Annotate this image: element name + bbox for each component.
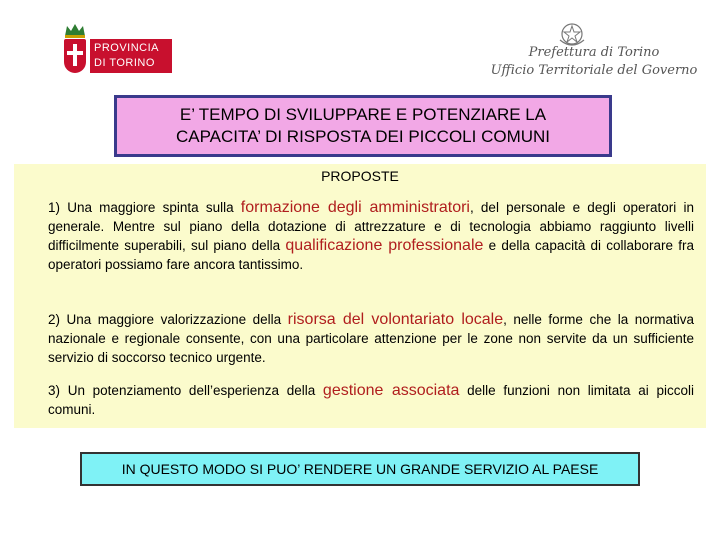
title-line2: CAPACITA’ DI RISPOSTA DEI PICCOLI COMUNI [175,127,551,146]
proposals-heading: PROPOSTE [321,168,399,184]
cross-shield-icon [64,39,86,73]
title-box [114,95,612,157]
prefettura-line2: Ufficio Territoriale del Governo [490,63,698,78]
proposals-panel [14,164,706,428]
provincia-logo [62,22,174,78]
prefettura-name [478,44,710,80]
proposal-1 [48,198,694,274]
provincia-line1: PROVINCIA [94,42,160,54]
crown-icon [64,22,86,38]
proposal-1-highlight-b: qualificazione professionale [285,237,484,254]
proposal-2-text-b: , nelle forme che la normativa nazionale e regionale consente, con una particolare attenzione per le zone non servite da un sufficiente servizio di soccorso tecnico urgente. [48,312,694,365]
proposal-2 [48,310,694,367]
proposal-3-highlight: gestione associata [322,382,460,399]
proposal-1-text-a: 1) Una maggiore spinta sulla [48,200,241,215]
proposal-1-highlight-a: formazione degli amministratori [240,199,470,216]
proposal-1-text-c: e della capacità di collaborare fra operatori possiamo fare ancora tantissimo. [48,238,694,272]
prefettura-line1: Prefettura di Torino [528,45,660,60]
proposal-2-text-a: 2) Una maggiore valorizzazione della [48,312,288,327]
proposal-3-text-b: delle funzioni non limitata ai piccoli comuni. [48,383,694,417]
proposal-2-highlight: risorsa del volontariato locale [287,311,504,328]
proposal-3 [48,381,694,419]
provincia-line2: DI TORINO [94,57,155,69]
title-line1: E’ TEMPO DI SVILUPPARE E POTENZIARE LA [179,105,547,124]
provincia-wordmark [90,39,172,73]
conclusion-box: IN QUESTO MODO SI PUO’ RENDERE UN GRANDE SERVIZIO AL PAESE [80,452,640,486]
proposal-3-text-a: 3) Un potenziamento dell’esperienza della [48,383,323,398]
proposal-1-text-b: , del personale e degli operatori in generale. Mentre sul piano della dotazione di attrezzature e di tecnologia abbiamo raggiunto livelli difficilmente superabili, sul piano della [48,200,694,253]
